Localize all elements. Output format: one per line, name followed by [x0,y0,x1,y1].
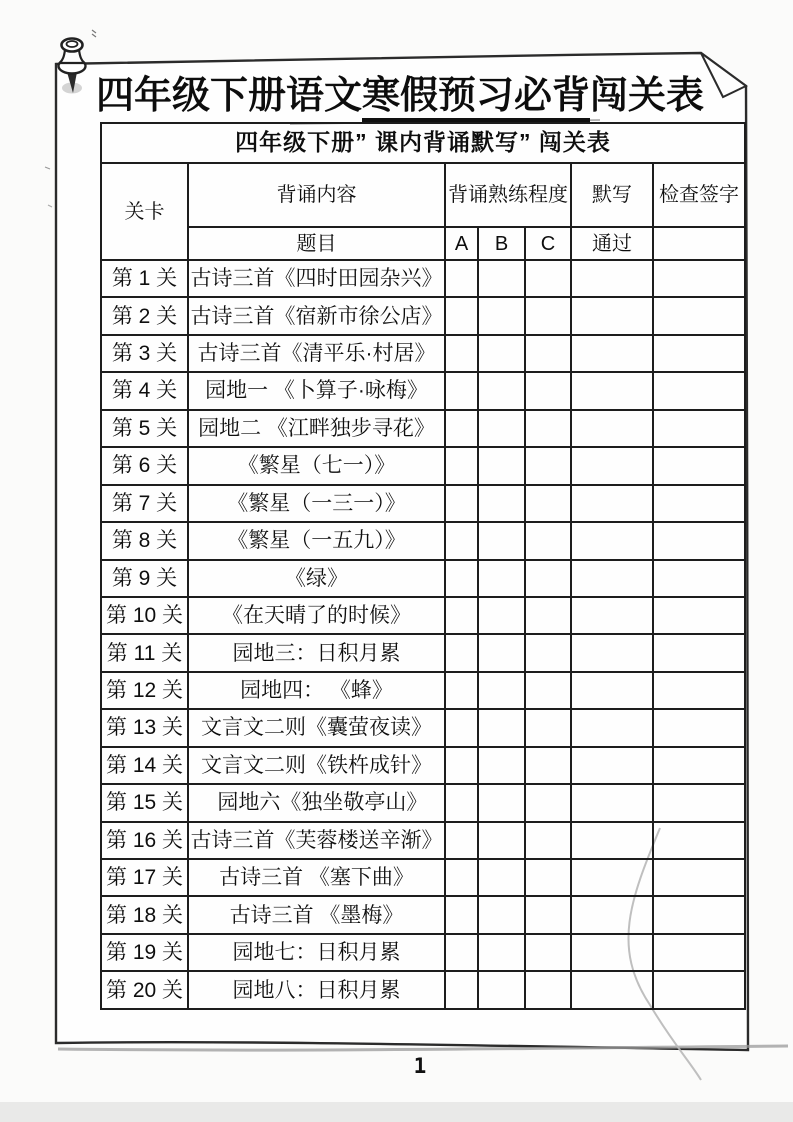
header-grade-a: A [445,227,478,260]
page-title-underlined: 寒假预习必背 [362,75,590,122]
level-cell: 第 19 关 [101,934,188,971]
grade-b-cell [478,297,525,334]
level-cell: 第 9 关 [101,560,188,597]
signature-cell [653,485,745,522]
table-subtitle-row [101,123,745,163]
table-row [101,447,745,484]
table-subtitle: 四年级下册” 课内背诵默写” 闯关表 [101,123,745,163]
grade-c-cell [525,372,571,409]
content-cell: 古诗三首《四时田园杂兴》 [188,260,445,297]
header-signature-empty [653,227,745,260]
signature-cell [653,634,745,671]
grade-a-cell [445,260,478,297]
grade-b-cell [478,560,525,597]
grade-a-cell [445,522,478,559]
grade-b-cell [478,747,525,784]
scan-speck [92,30,96,37]
table-header-row-1 [101,163,745,227]
level-cell: 第 7 关 [101,485,188,522]
grade-a-cell [445,372,478,409]
level-cell: 第 2 关 [101,297,188,334]
level-cell: 第 3 关 [101,335,188,372]
grade-a-cell [445,485,478,522]
table-row [101,560,745,597]
signature-cell [653,822,745,859]
table-row [101,410,745,447]
grade-b-cell [478,410,525,447]
header-proficiency: 背诵熟练程度 [445,163,571,227]
header-grade-b: B [478,227,525,260]
signature-cell [653,709,745,746]
table-row [101,297,745,334]
table-row [101,672,745,709]
page-title-prefix: 四年级下册语文 [95,75,362,117]
grade-b-cell [478,971,525,1009]
signature-cell [653,410,745,447]
level-cell: 第 5 关 [101,410,188,447]
signature-cell [653,934,745,971]
header-grade-c: C [525,227,571,260]
dictation-pass-cell [571,859,653,896]
grade-b-cell [478,260,525,297]
signature-cell [653,560,745,597]
grade-c-cell [525,410,571,447]
header-level: 关卡 [101,163,188,260]
content-cell: 《繁星（一三一）》 [188,485,445,522]
header-dictation: 默写 [571,163,653,227]
scan-edge-band [0,1102,793,1122]
level-cell: 第 18 关 [101,896,188,933]
grade-a-cell [445,709,478,746]
signature-cell [653,335,745,372]
grade-b-cell [478,597,525,634]
level-cell: 第 11 关 [101,634,188,671]
dictation-pass-cell [571,297,653,334]
grade-b-cell [478,896,525,933]
grade-a-cell [445,335,478,372]
dictation-pass-cell [571,335,653,372]
content-cell: 《在天晴了的时候》 [188,597,445,634]
level-cell: 第 14 关 [101,747,188,784]
grade-b-cell [478,784,525,821]
dictation-pass-cell [571,634,653,671]
dictation-pass-cell [571,709,653,746]
signature-cell [653,971,745,1009]
table-row [101,822,745,859]
grade-b-cell [478,634,525,671]
content-cell: 《绿》 [188,560,445,597]
content-cell: 园地六《独坐敬亭山》 [188,784,445,821]
table-row [101,522,745,559]
content-cell: 文言文二则《囊萤夜读》 [188,709,445,746]
content-cell: 古诗三首《清平乐·村居》 [188,335,445,372]
dictation-pass-cell [571,372,653,409]
grade-b-cell [478,522,525,559]
table-row [101,485,745,522]
grade-a-cell [445,784,478,821]
grade-c-cell [525,784,571,821]
level-cell: 第 4 关 [101,372,188,409]
content-cell: 古诗三首《芙蓉楼送辛渐》 [188,822,445,859]
signature-cell [653,784,745,821]
grade-c-cell [525,896,571,933]
signature-cell [653,747,745,784]
dictation-pass-cell [571,597,653,634]
header-signature: 检查签字 [653,163,745,227]
grade-c-cell [525,859,571,896]
level-cell: 第 6 关 [101,447,188,484]
page-title-suffix: 闯关表 [590,75,705,117]
signature-cell [653,447,745,484]
dictation-pass-cell [571,822,653,859]
content-cell: 园地二 《江畔独步寻花》 [188,410,445,447]
dictation-pass-cell [571,784,653,821]
signature-cell [653,297,745,334]
grade-b-cell [478,859,525,896]
signature-cell [653,522,745,559]
content-cell: 文言文二则《铁杵成针》 [188,747,445,784]
dictation-pass-cell [571,485,653,522]
dictation-pass-cell [571,522,653,559]
grade-c-cell [525,522,571,559]
grade-a-cell [445,747,478,784]
grade-b-cell [478,822,525,859]
grade-b-cell [478,709,525,746]
header-pass: 通过 [571,227,653,260]
page-number: 1 [413,1054,427,1078]
grade-a-cell [445,822,478,859]
table-row [101,709,745,746]
grade-c-cell [525,447,571,484]
dictation-pass-cell [571,410,653,447]
scan-speck [45,167,50,169]
grade-b-cell [478,447,525,484]
grade-a-cell [445,447,478,484]
signature-cell [653,896,745,933]
grade-a-cell [445,560,478,597]
content-cell: 《繁星（一五九）》 [188,522,445,559]
dictation-pass-cell [571,260,653,297]
table-row [101,597,745,634]
grade-a-cell [445,896,478,933]
dictation-pass-cell [571,934,653,971]
table-row [101,634,745,671]
level-cell: 第 12 关 [101,672,188,709]
grade-a-cell [445,672,478,709]
table-header-row-2 [101,227,745,260]
scan-speck [48,205,52,207]
table-row [101,335,745,372]
grade-a-cell [445,859,478,896]
dictation-pass-cell [571,896,653,933]
grade-a-cell [445,634,478,671]
table-row [101,859,745,896]
table-row [101,971,745,1009]
grade-c-cell [525,297,571,334]
table-row [101,896,745,933]
content-cell: 园地一 《卜算子·咏梅》 [188,372,445,409]
content-cell: 园地八：日积月累 [188,971,445,1009]
signature-cell [653,859,745,896]
level-cell: 第 20 关 [101,971,188,1009]
grade-c-cell [525,260,571,297]
grade-a-cell [445,297,478,334]
content-cell: 古诗三首《宿新市徐公店》 [188,297,445,334]
grade-c-cell [525,709,571,746]
grade-b-cell [478,485,525,522]
content-cell: 古诗三首 《墨梅》 [188,896,445,933]
table-row [101,372,745,409]
signature-cell [653,260,745,297]
grade-c-cell [525,822,571,859]
table-row [101,260,745,297]
level-cell: 第 8 关 [101,522,188,559]
grade-a-cell [445,597,478,634]
level-cell: 第 16 关 [101,822,188,859]
grade-c-cell [525,672,571,709]
table-row [101,747,745,784]
level-cell: 第 17 关 [101,859,188,896]
signature-cell [653,672,745,709]
level-cell: 第 13 关 [101,709,188,746]
table-row [101,784,745,821]
level-cell: 第 15 关 [101,784,188,821]
grade-b-cell [478,672,525,709]
level-cell: 第 10 关 [101,597,188,634]
level-cell: 第 1 关 [101,260,188,297]
dictation-pass-cell [571,672,653,709]
content-cell: 园地七：日积月累 [188,934,445,971]
dictation-pass-cell [571,560,653,597]
header-topic: 题目 [188,227,445,260]
grade-a-cell [445,410,478,447]
grade-c-cell [525,934,571,971]
grade-a-cell [445,971,478,1009]
signature-cell [653,372,745,409]
header-content: 背诵内容 [188,163,445,227]
grade-c-cell [525,971,571,1009]
recitation-table [100,122,746,1010]
dictation-pass-cell [571,447,653,484]
grade-c-cell [525,634,571,671]
dictation-pass-cell [571,747,653,784]
grade-c-cell [525,485,571,522]
grade-b-cell [478,335,525,372]
grade-c-cell [525,335,571,372]
content-cell: 古诗三首 《塞下曲》 [188,859,445,896]
signature-cell [653,597,745,634]
grade-c-cell [525,747,571,784]
content-cell: 《繁星（七一）》 [188,447,445,484]
grade-c-cell [525,597,571,634]
content-cell: 园地三：日积月累 [188,634,445,671]
page-title [88,64,712,119]
table-row [101,934,745,971]
grade-a-cell [445,934,478,971]
grade-b-cell [478,372,525,409]
grade-c-cell [525,560,571,597]
dictation-pass-cell [571,971,653,1009]
content-cell: 园地四： 《蜂》 [188,672,445,709]
grade-b-cell [478,934,525,971]
